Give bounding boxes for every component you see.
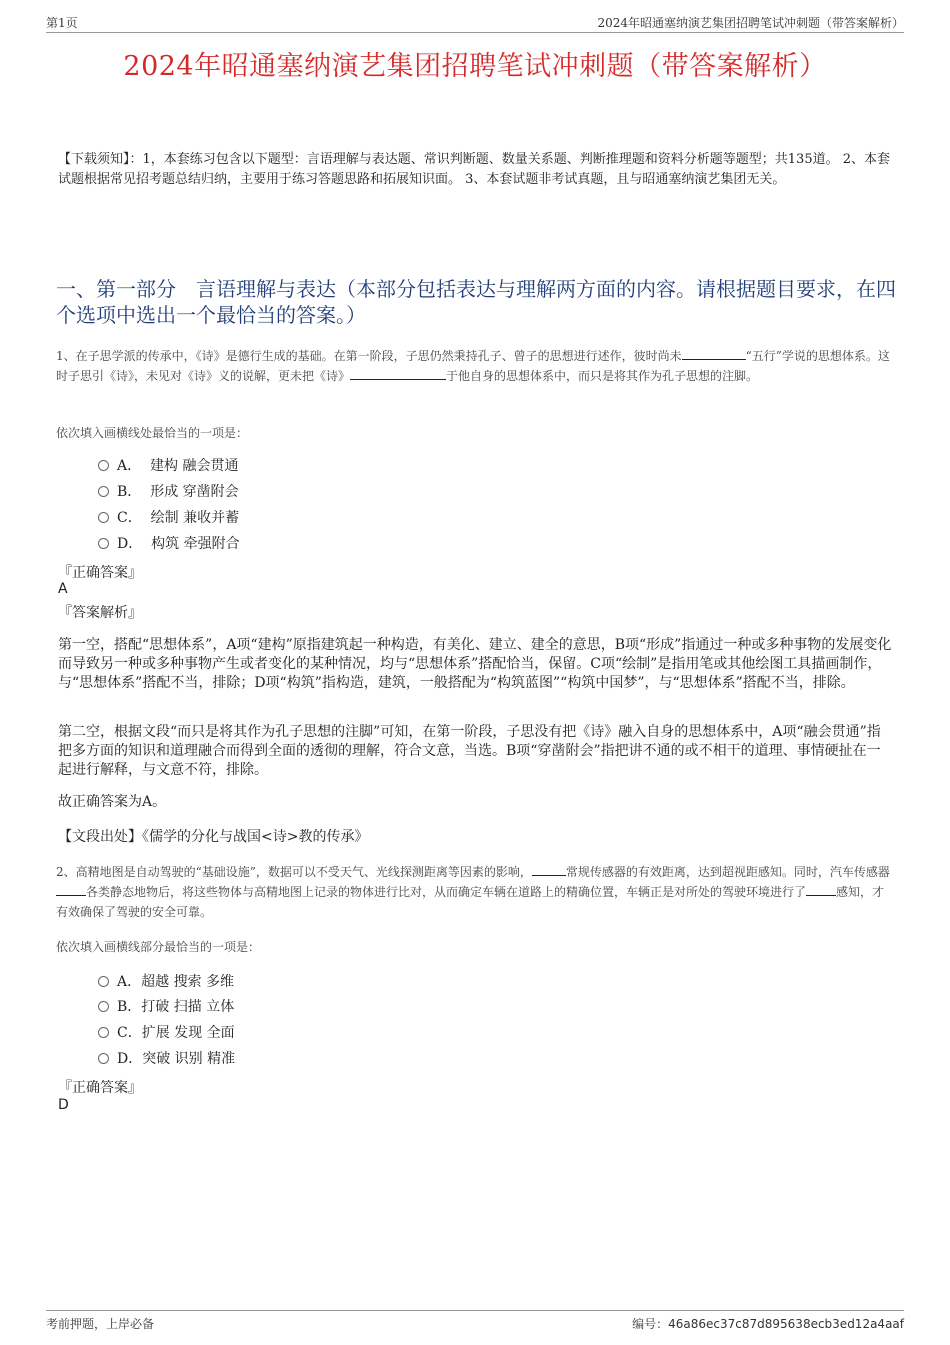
page-header (46, 14, 904, 33)
answer-label: 『正确答案』 (58, 565, 142, 581)
analysis-label: 『答案解析』 (58, 605, 142, 621)
radio-icon[interactable] (98, 486, 109, 497)
fill-blank (56, 883, 86, 896)
radio-icon[interactable] (98, 460, 109, 471)
page-footer (46, 1310, 904, 1335)
section-heading: 一、第一部分 言语理解与表达（本部分包括表达与理解两方面的内容。请根据题目要求，在四个选项中选出一个最恰当的答案。） (56, 277, 896, 327)
option-b[interactable]: B．打破 扫描 立体 (98, 997, 234, 1017)
passage-source: 【文段出处】《儒学的分化与战国<诗>教的传承》 (58, 829, 369, 845)
answer-label: 『正确答案』 (58, 1080, 142, 1096)
download-notice: 【下载须知】：1，本套练习包含以下题型：言语理解与表达题、常识判断题、数量关系题、判断推理题和资料分析题等题型；共135道。 2、本套试题根据常见招考题总结归纳，主要用于练习答题思路和拓展知识面。 3、本套试题非考试真题，且与昭通塞纳演艺集团无关。 (58, 152, 890, 187)
radio-icon[interactable] (98, 1027, 109, 1038)
radio-icon[interactable] (98, 538, 109, 549)
question-2-text: 2、高精地图是自动驾驶的“基础设施”，数据可以不受天气、光线探测距离等因素的影响， 常规传感器的有效距离，达到超视距感知。同时，汽车传感器各类静态地物后，将这些物体与高精地图上记录的物体进行比对，从而确定车辆在道路上的精确位置，车辆正是对所处的驾驶环境进行了 感知，才有效确保了驾驶的安全可靠。 (56, 865, 890, 919)
radio-icon[interactable] (98, 1001, 109, 1012)
option-a[interactable]: A． 建构 融会贯通 (98, 456, 238, 476)
option-d[interactable]: D．突破 识别 精准 (98, 1049, 235, 1069)
page-number: 第1页 (46, 16, 78, 30)
option-c[interactable]: C．扩展 发现 全面 (98, 1023, 235, 1043)
question-1-text: 1、在子思学派的传承中，《诗》是德行生成的基础。在第一阶段，子思仍然秉持孔子、曾子的思想进行述作，彼时尚未 “五行”学说的思想体系。这时子思引《诗》，未见对《诗》义的说解，更未把《诗》 于他自身的思想体系中，而只是将其作为孔子思想的注脚。 (56, 349, 890, 383)
analysis-paragraph-2: 第二空，根据文段“而只是将其作为孔子思想的注脚”可知，在第一阶段，子思没有把《诗》融入自身的思想体系中，A项“融会贯通”指把多方面的知识和道理融合而得到全面的透彻的理解，符合文意，当选。B项“穿凿附会”指把讲不通的或不相干的道理、事情硬扯在一起进行解释，与文意不符，排除。 (58, 724, 881, 778)
option-d[interactable]: D． 构筑 牵强附合 (98, 534, 240, 554)
answer-value: D (58, 1097, 69, 1113)
analysis-paragraph-1: 第一空，搭配“思想体系”，A项“建构”原指建筑起一种构造，有美化、建立、建全的意思，B项“形成”指通过一种或多种事物的发展变化而导致另一种或多种事物产生或者变化的某种情况，均与“思想体系”搭配恰当，保留。C项“绘制”是指用笔或其他绘图工具描画制作，与“思想体系”搭配不当，排除；D项“构筑”指构造，建筑，一般搭配为“构筑蓝图”“构筑中国梦”，与“思想体系”搭配不当，排除。 (58, 637, 892, 691)
radio-icon[interactable] (98, 1053, 109, 1064)
document-title: 2024年昭通塞纳演艺集团招聘笔试冲刺题（带答案解析） (123, 51, 827, 82)
question-1-prompt: 依次填入画横线处最恰当的一项是： (56, 426, 249, 440)
header-doc-title: 2024年昭通塞纳演艺集团招聘笔试冲刺题（带答案解析） (597, 16, 904, 30)
analysis-conclusion: 故正确答案为A。 (58, 794, 167, 810)
option-c[interactable]: C． 绘制 兼收并蓄 (98, 508, 239, 528)
option-b[interactable]: B． 形成 穿凿附会 (98, 482, 239, 502)
fill-blank (806, 883, 836, 896)
fill-blank (682, 347, 746, 360)
document-code: 编号：46a86ec37c87d895638ecb3ed12a4aaf (632, 1317, 904, 1331)
fill-blank (532, 863, 566, 876)
option-a[interactable]: A．超越 搜索 多维 (98, 972, 234, 992)
question-2-prompt: 依次填入画横线部分最恰当的一项是： (56, 940, 261, 954)
radio-icon[interactable] (98, 976, 109, 987)
fill-blank (350, 367, 446, 380)
radio-icon[interactable] (98, 512, 109, 523)
footer-slogan: 考前押题，上岸必备 (46, 1317, 155, 1331)
answer-value: A (58, 581, 68, 597)
